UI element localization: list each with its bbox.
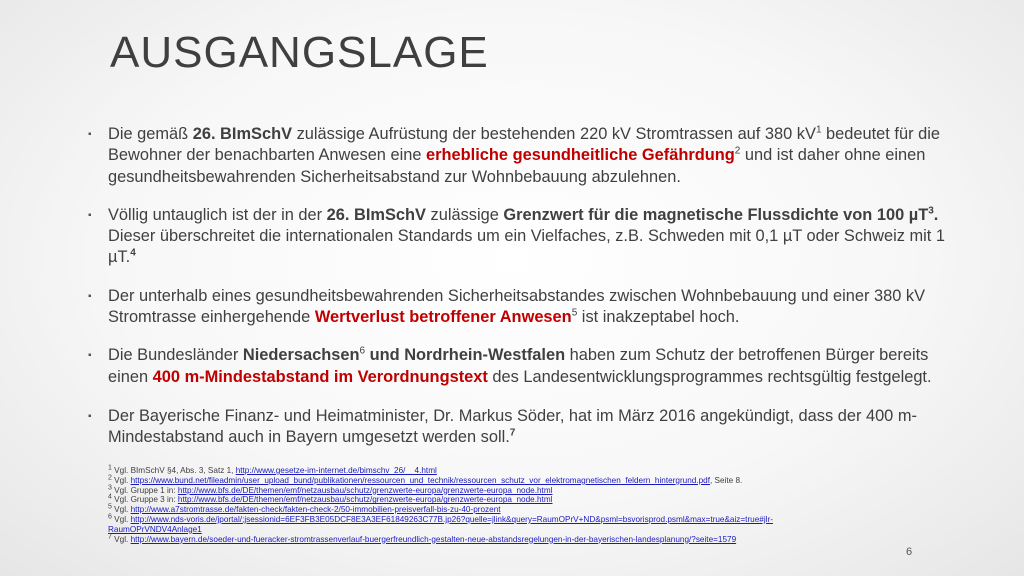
emphasis-text: Niedersachsen <box>242 346 360 365</box>
footnotes <box>108 466 878 544</box>
footnote-5: 5 Vgl. http://www.a7stromtrasse.de/fakten-check/fakten-check-2/50-immobilien-preisverfall-bis-zu-40-prozent <box>108 503 501 515</box>
footnote-ref: 5 <box>571 307 578 319</box>
footnote-link[interactable]: http://www.bayern.de/soeder-und-fueracker-stromtrassenverlauf-buergerfreundlich-gestalten-neue-abstandsregelungen-in-der-bayerischen-landesplanung/?seite=1579 <box>130 534 737 544</box>
bullet-item-3: ▪ Der unterhalb eines gesundheitsbewahrenden Sicherheitsabstandes zwischen Wohnbebauung und einer 380 kV Stromtrasse einhergehende Wertverlust betroffener Anwesen$^5$ ist inakzeptabel hoch. <box>88 286 926 327</box>
footnote-link[interactable]: https://www.bund.net/fileadmin/user_upload_bund/publikationen/ressourcen_und_technik/ressourcen_schutz_vor_elektromagnetischen_feldern_hintergrund.pdf <box>130 475 710 485</box>
footnote-2: 2 Vgl. https://www.bund.net/fileadmin/user_upload_bund/publikationen/ressourcen_und_technik/ressourcen_schutz_vor_elektromagnetischen_feldern_hintergrund.pdf, Seite 8. <box>108 474 743 485</box>
highlight-text: 400 m-Mindestabstand im Verordnungstext <box>152 367 488 386</box>
footnote-ref: 1 <box>815 124 822 136</box>
emphasis-text: Grenzwert für die magnetische Flussdichte von 100 µT <box>503 205 929 224</box>
footnote-link[interactable]: http://www.bfs.de/DE/themen/emf/netzausbau/schutz/grenzwerte-europa/grenzwerte-europa_node.html <box>177 495 553 505</box>
emphasis-text: 26. BImSchV <box>326 205 426 224</box>
footnote-link[interactable]: RaumOPrVNDV4Anlage1 <box>108 524 202 534</box>
footnote-ref: 3 <box>928 205 934 217</box>
bullet-marker: ▪ <box>88 290 92 302</box>
bullet-marker: ▪ <box>88 209 92 221</box>
slide-title: AUSGANGSLAGE <box>110 28 489 77</box>
highlight-text: erhebliche gesundheitliche Gefährdung <box>426 146 735 165</box>
bullet-item-1: ▪ Die gemäß 26. BImSchV zulässige Aufrüstung der bestehenden 220 kV Stromtrassen auf 380 $kV^1$ bedeutet für die Bewohner der benachbarten Anwesen eine erhebliche gesundheitliche Gefährdung$^2$ und ist daher ohne einen gesundheitsbewahrenden Sicherheitsabstand zur Wohnbebauung abzulehnen. <box>88 124 940 186</box>
bullet-item-2: ▪ Völlig untauglich ist der in der 26. BImSchV zulässige Grenzwert für die magnetische Flussdichte von 100 µT$^3$. Dieser überschreitet die internationalen Standards um ein Vielfaches, z.B. Schweden mit 0,1 µT oder Schweiz mit 1 µT.$^4$ <box>88 205 945 267</box>
footnote-3: 3 Vgl. Gruppe 1 in: http://www.bfs.de/DE/themen/emf/netzausbau/schutz/grenzwerte-europa/grenzwerte-europa_node.html <box>108 483 553 495</box>
highlight-text: Wertverlust betroffener Anwesen <box>314 308 572 327</box>
footnote-6-cont <box>108 525 878 535</box>
emphasis-text: 26. BImSchV <box>192 125 293 143</box>
bullet-item-5: ▪ Der Bayerische Finanz- und Heimatminister, Dr. Markus Söder, hat im März 2016 angekündigt, dass der 400 m-Mindestabstand auch in Bayern umgesetzt werden soll.$^7$ <box>88 406 917 447</box>
footnote-7: 7 Vgl. http://www.bayern.de/soeder-und-fueracker-stromtrassenverlauf-buergerfreundlich-gestalten-neue-abstandsregelungen-in-der-bayerischen-landesplanung/?seite=1579 <box>108 532 737 544</box>
footnote-4: 4 Vgl. Gruppe 3 in: http://www.bfs.de/DE/themen/emf/netzausbau/schutz/grenzwerte-europa/grenzwerte-europa_node.html <box>108 493 553 505</box>
bullet-marker: ▪ <box>88 350 92 362</box>
footnote-ref: 4 <box>130 248 136 260</box>
footnote-link[interactable]: http://www.gesetze-im-internet.de/bimschv_26/__4.html <box>235 466 437 475</box>
footnote-ref: 7 <box>509 427 516 439</box>
footnote-ref: 6 <box>359 345 366 357</box>
footnote-link[interactable]: http://www.a7stromtrasse.de/fakten-check/fakten-check-2/50-immobilien-preisverfall-bis-zu-40-prozent <box>130 505 501 515</box>
footnote-ref: 2 <box>734 145 741 157</box>
footnote-link[interactable]: http://www.nds-voris.de/jportal/;jsessionid=6EF3FB3E05DCF8E3A3EF61849263C77B.jp26?quelle=jlink&query=RaumOPrV+ND&psml=bsvorisprod.psml&max=true&aiz=true#jlr- <box>130 514 773 524</box>
page-number: 6 <box>906 546 913 558</box>
bullet-marker: ▪ <box>88 410 92 422</box>
emphasis-text: und Nordrhein-Westfalen <box>365 346 566 365</box>
footnote-1: 1 Vgl. BImSchV §4, Abs. 3, Satz 1, http://www.gesetze-im-internet.de/bimschv_26/__4.html <box>108 464 437 475</box>
bullet-item-4: ▪ Die Bundesländer Niedersachsen$^6$ und Nordrhein-Westfalen haben zum Schutz der betroffenen Bürger bereits einen 400 m-Mindestabstand im Verordnungstext des Landesentwicklungsprogrammes rechtsgültig festgelegt. <box>88 345 932 386</box>
footnote-link[interactable]: http://www.bfs.de/DE/themen/emf/netzausbau/schutz/grenzwerte-europa/grenzwerte-europa_node.html <box>177 485 553 495</box>
bullet-list <box>88 124 968 466</box>
footnote-6: 6 Vgl. http://www.nds-voris.de/jportal/;jsessionid=6EF3FB3E05DCF8E3A3EF61849263C77B.jp26?quelle=jlink&query=RaumOPrV+ND&psml=bsvorisprod.psml&max=true&aiz=true#jlr- <box>108 513 773 524</box>
bullet-marker: ▪ <box>88 129 92 140</box>
